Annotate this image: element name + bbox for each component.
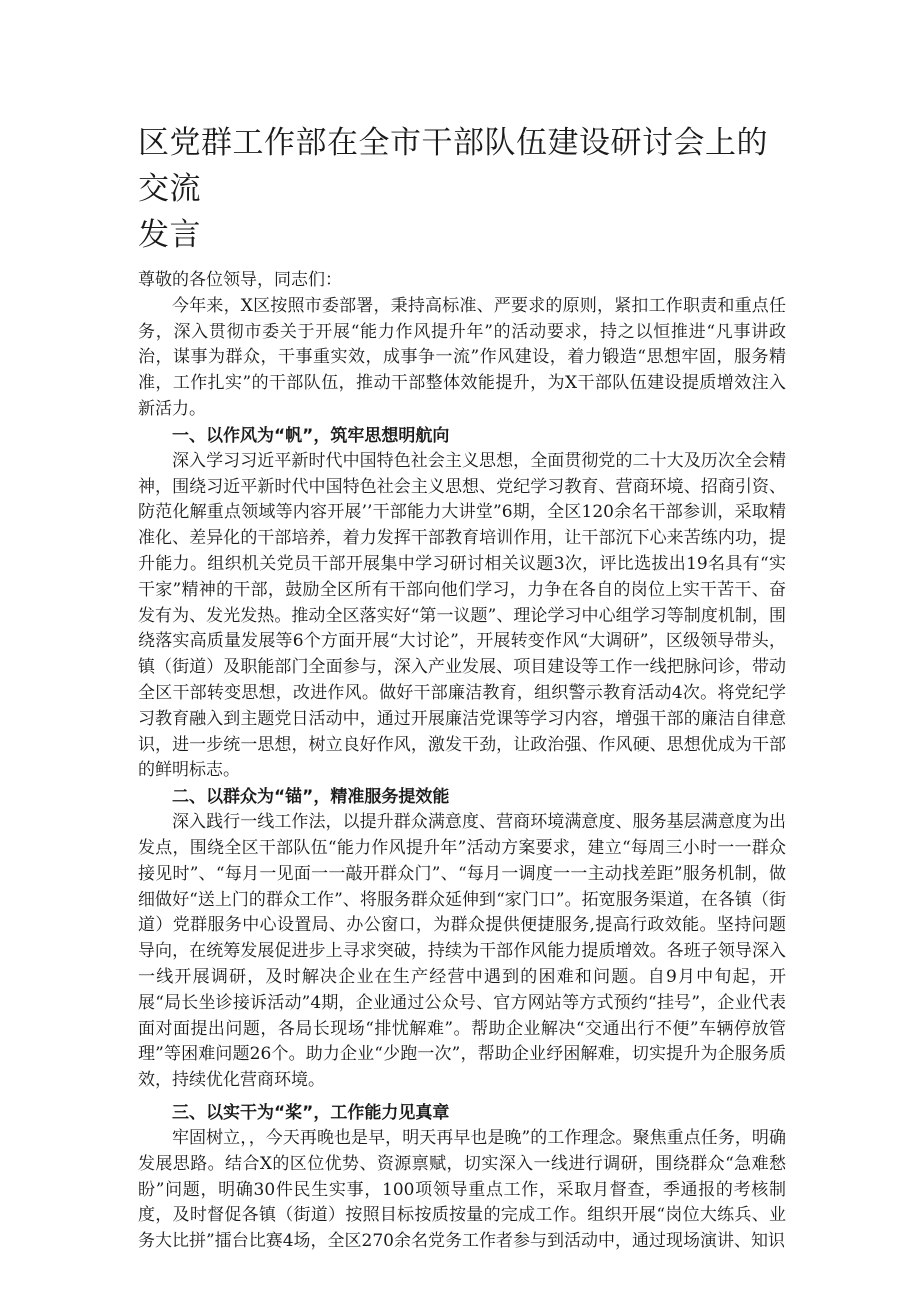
greeting: 尊敬的各位领导，同志们： <box>138 270 342 290</box>
document-title <box>138 120 786 258</box>
section-2-heading: 二、以群众为“锚”，精准服务提效能 <box>172 787 450 808</box>
title-line-2: 发言 <box>138 217 201 253</box>
document-page <box>138 120 786 1255</box>
title-line-1: 区党群工作部在全市干部队伍建设研讨会上的交流 <box>138 125 768 207</box>
section-3-body: 牢固树立，，今天再晚也是早，明天再早也是晚”的工作理念。聚焦重点任务，明确发展思路。结合X的区位优势、资源禀赋，切实深入一线进行调研，围绕群众“急难愁盼”问题，明确30件民生实事，100项领导重点工作，采取月督查，季通报的考核制度，及时督促各镇（街道）按照目标按质按量的完成工作。组织开展“岗位大练兵、业务大比拼”擂台比赛4场，全区270余名党务工作者参与到活动中，通过现场演讲、知识 <box>138 1127 786 1252</box>
section-1-body: 深入学习习近平新时代中国特色社会主义思想，全面贯彻党的二十大及历次全会精神，围绕习近平新时代中国特色社会主义思想、党纪学习教育、营商环境、招商引资、防范化解重点领域等内容开展’’干部能力大讲堂”6期，全区120余名干部参训，采取精准化、差异化的干部培养，着力发挥干部教育培训作用，让干部沉下心来苦练内功，提升能力。组织机关党员干部开展集中学习研讨相关议题3次，评比选拔出19名具有“实干家”精神的干部，鼓励全区所有干部向他们学习，力争在各自的岗位上实干苦干、奋发有为、发光发热。推动全区落实好“第一议题”、理论学习中心组学习等制度机制，围绕落实高质量发展等6个方面开展“大讨论”，开展转变作风“大调研”，区级领导带头，镇（街道）及职能部门全面参与，深入产业发展、项目建设等工作一线把脉问诊，带动全区干部转变思想，改进作风。做好干部廉洁教育，组织警示教育活动4次。将党纪学习教育融入到主题党日活动中，通过开展廉洁党课等学习内容，增强干部的廉洁自律意识，进一步统一思想，树立良好作风，激发干劲，让政治强、作风硬、思想优成为干部的鲜明标志。 <box>138 450 786 781</box>
section-3-heading: 三、以实干为“桨”，工作能力见真章 <box>172 1102 450 1123</box>
section-2-body: 深入践行一线工作法，以提升群众满意度、营商环境满意度、服务基层满意度为出发点，围绕全区干部队伍“能力作风提升年”活动方案要求，建立“每周三小时一一群众接见时”、“每月一见面一一敲开群众门”、“每月一调度一一主动找差距”服务机制，做细做好“送上门的群众工作”、将服务群众延伸到“家门口”。拓宽服务渠道，在各镇（街道）党群服务中心设置局、办公窗口，为群众提供便捷服务,提高行政效能。坚持问题导向，在统筹发展促进步上寻求突破，持续为干部作风能力提质增效。各班子领导深入一线开展调研，及时解决企业在生产经营中遇到的困难和问题。自9月中旬起，开展“局长坐诊接诉活动”4期，企业通过公众号、官方网站等方式预约“挂号”，企业代表面对面提出问题，各局长现场“排忧解难”。帮助企业解决“交通出行不便”车辆停放管理”等困难问题26个。助力企业“少跑一次”，帮助企业纾困解难，切实提升为企服务质效，持续优化营商环境。 <box>138 812 786 1091</box>
section-1-heading: 一、以作风为“帆”，筑牢思想明航向 <box>172 425 450 446</box>
intro-paragraph: 今年来，X区按照市委部署，秉持高标准、严要求的原则，紧扣工作职责和重点任务，深入贯彻市委关于开展“能力作风提升年”的活动要求，持之以恒推进“凡事讲政治，谋事为群众，干事重实效，成事争一流”作风建设，着力锻造“思想牢固，服务精准，工作扎实”的干部队伍，推动干部整体效能提升，为X干部队伍建设提质增效注入新活力。 <box>138 295 786 419</box>
